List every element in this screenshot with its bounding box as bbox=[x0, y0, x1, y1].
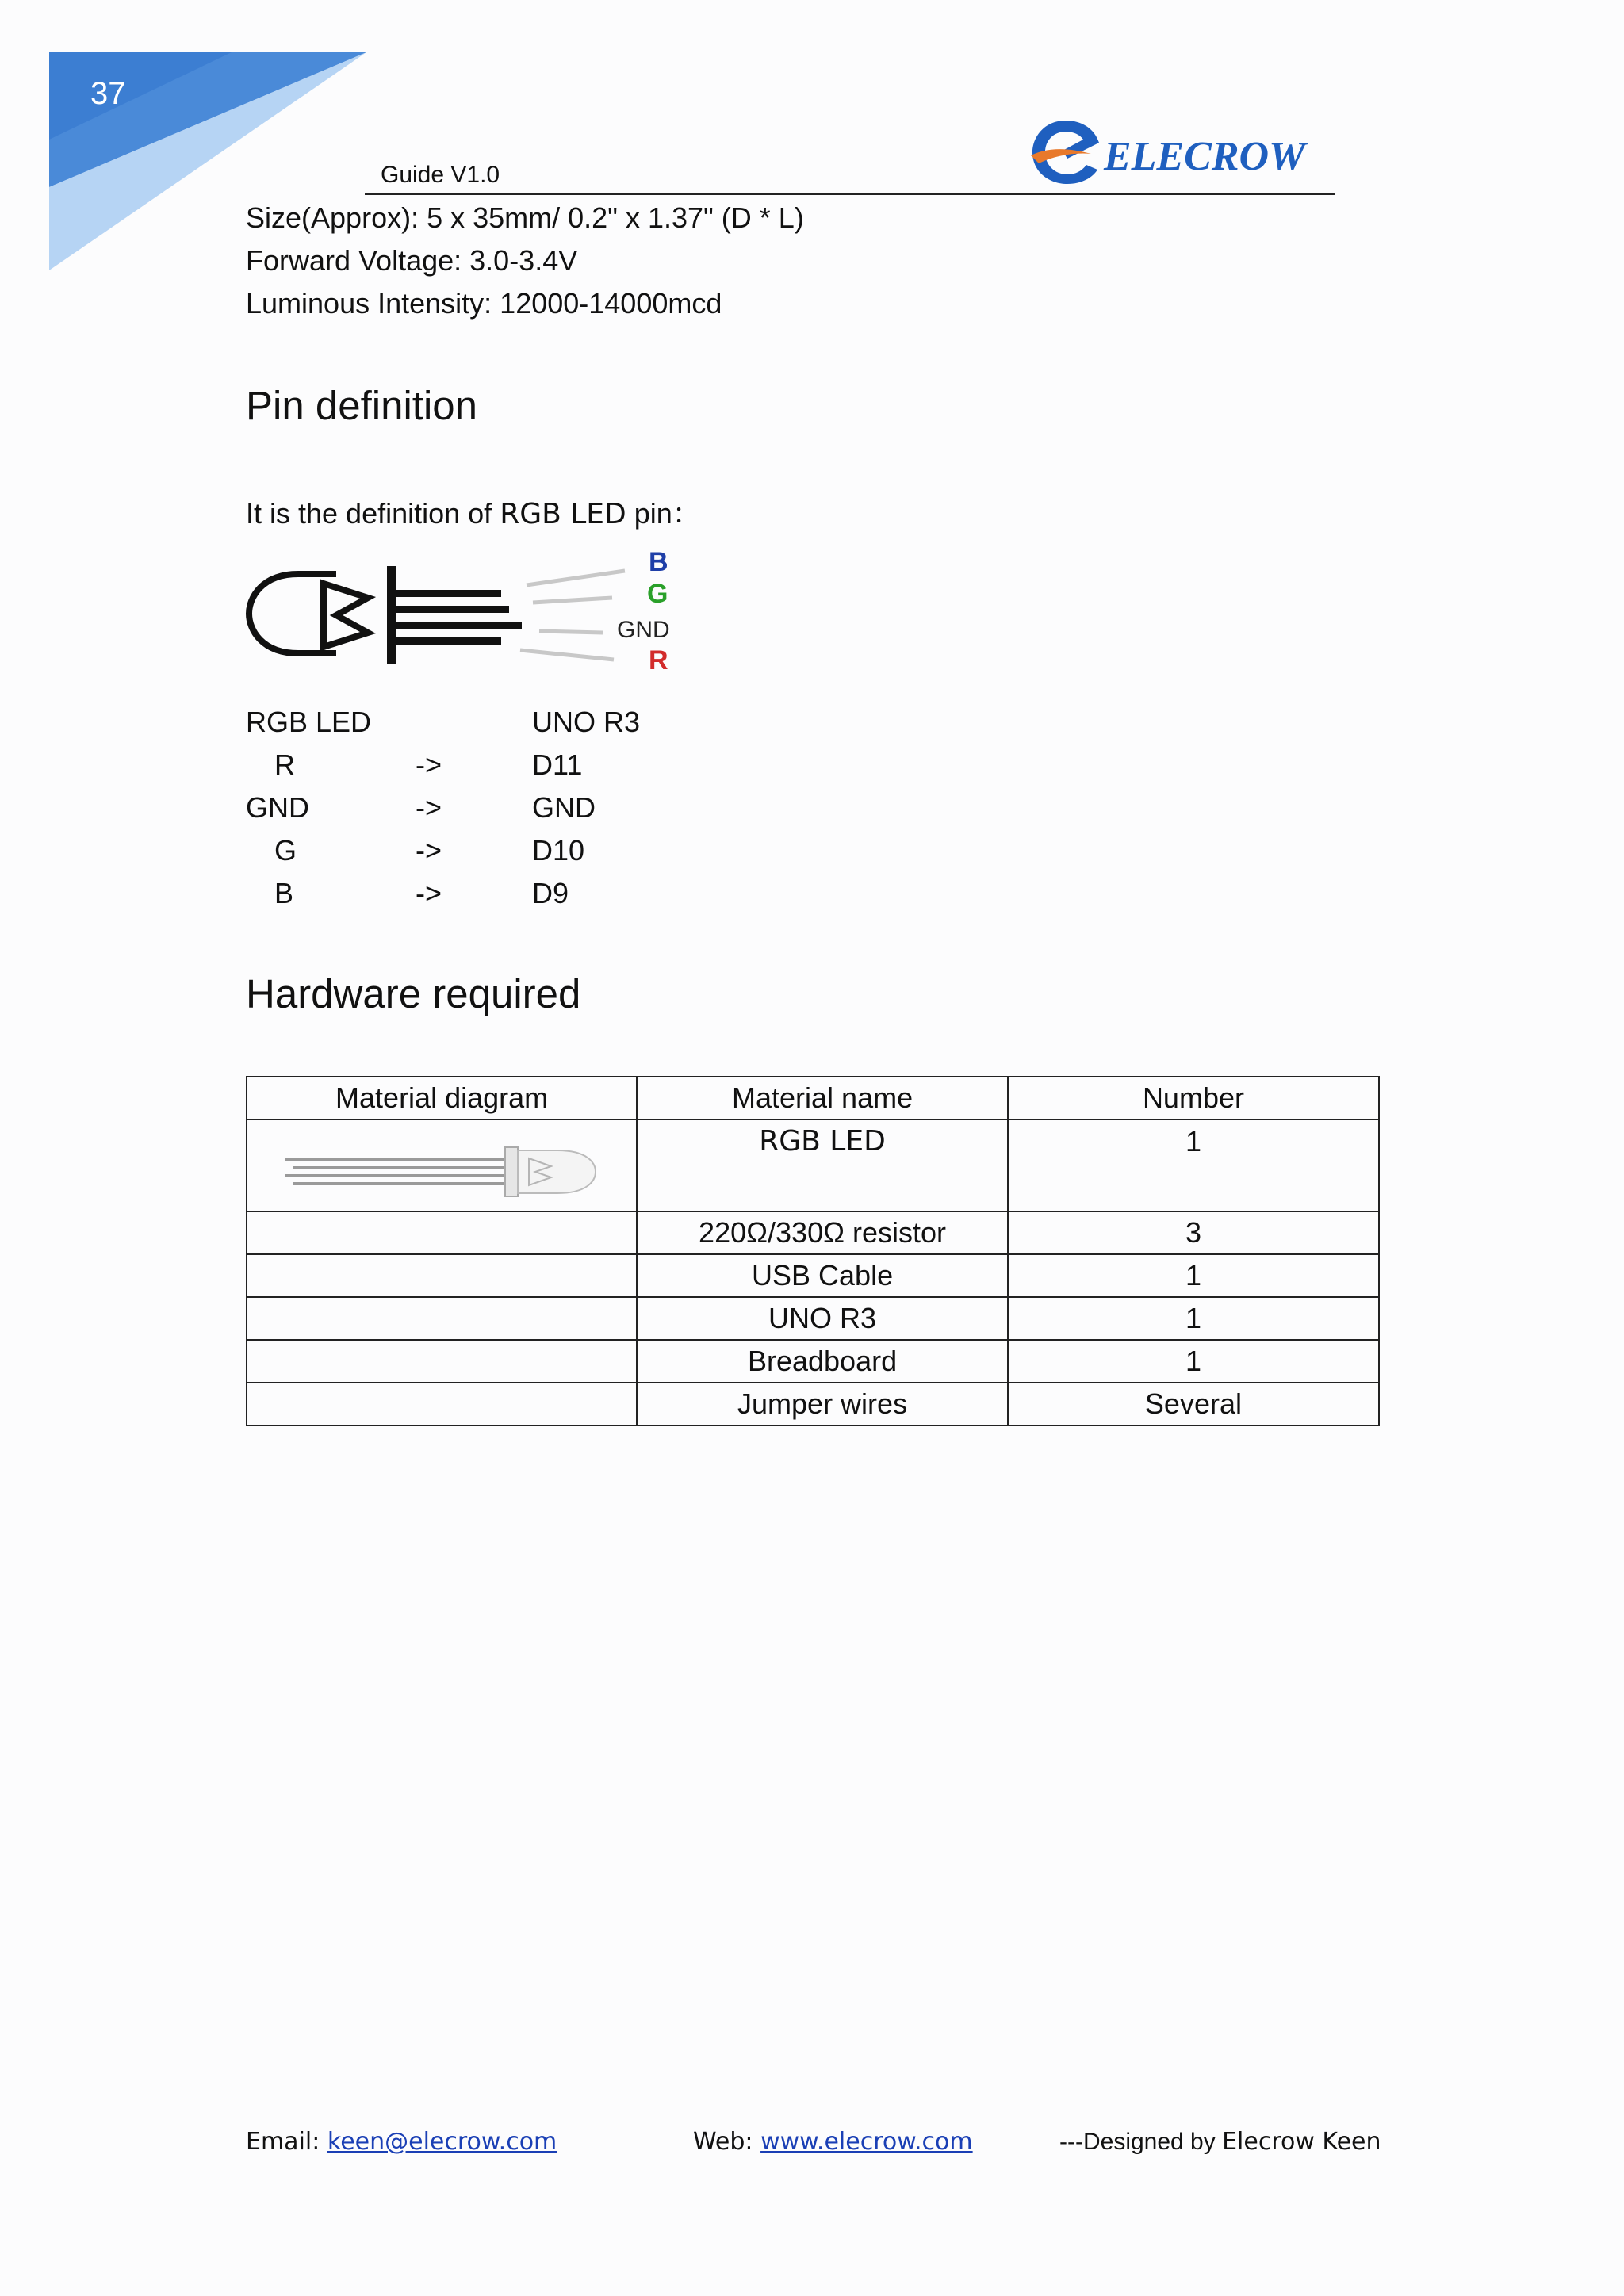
table-row bbox=[247, 1340, 1379, 1383]
number-cell: 1 bbox=[1008, 1340, 1379, 1383]
mapping-arrow: -> bbox=[416, 877, 442, 909]
elecrow-logo bbox=[1028, 111, 1329, 190]
spec-luminous-intensity: Luminous Intensity: 12000-14000mcd bbox=[246, 287, 722, 320]
guide-version-label: Guide V1.0 bbox=[381, 162, 500, 188]
svg-text:ELECROW: ELECROW bbox=[1104, 134, 1306, 179]
number-cell: 3 bbox=[1008, 1211, 1379, 1254]
table-row bbox=[247, 1119, 1379, 1211]
column-header: Number bbox=[1008, 1077, 1379, 1119]
material-name-cell: USB Cable bbox=[637, 1254, 1008, 1297]
number-cell: Several bbox=[1008, 1383, 1379, 1425]
rgb-led-image bbox=[275, 1130, 608, 1201]
footer-designed-by: ---Designed by Elecrow Keen bbox=[1059, 2128, 1381, 2156]
spec-forward-voltage: Forward Voltage: 3.0-3.4V bbox=[246, 244, 578, 277]
mapping-from: GND bbox=[246, 791, 309, 824]
number-cell: 1 bbox=[1008, 1297, 1379, 1340]
mapping-arrow: -> bbox=[416, 748, 442, 781]
footer-web: Web: www.elecrow.com bbox=[693, 2128, 973, 2156]
pin-definition-intro: It is the definition of RGB LED pin： bbox=[246, 497, 701, 530]
led-internal bbox=[324, 584, 368, 647]
material-name-cell: Jumper wires bbox=[637, 1383, 1008, 1425]
column-header: Material name bbox=[637, 1077, 1008, 1119]
column-header: Material diagram bbox=[247, 1077, 637, 1119]
led-flange bbox=[387, 566, 396, 664]
mapping-from: R bbox=[274, 748, 295, 781]
mapping-to: D10 bbox=[532, 834, 585, 867]
elecrow-logo-icon bbox=[1031, 121, 1099, 184]
material-diagram-cell bbox=[247, 1383, 637, 1425]
hardware-required-heading: Hardware required bbox=[246, 971, 581, 1016]
table-row bbox=[247, 1383, 1379, 1425]
table-row bbox=[247, 1254, 1379, 1297]
pin-label-b: B bbox=[649, 547, 668, 577]
material-diagram-cell bbox=[247, 1340, 637, 1383]
material-diagram-cell bbox=[247, 1297, 637, 1340]
mapping-arrow: -> bbox=[416, 791, 442, 824]
footer-email: Email: keen@elecrow.com bbox=[246, 2128, 557, 2156]
mapping-to: D11 bbox=[532, 748, 583, 781]
material-name-cell: 220Ω/330Ω resistor bbox=[637, 1211, 1008, 1254]
pin-label-r: R bbox=[649, 645, 668, 675]
mapping-from: B bbox=[274, 877, 294, 909]
table-row bbox=[247, 1297, 1379, 1340]
pin-label-gnd: GND bbox=[617, 617, 670, 643]
material-diagram-cell bbox=[247, 1254, 637, 1297]
email-link[interactable]: keen@elecrow.com bbox=[327, 2128, 557, 2156]
spec-size: Size(Approx): 5 x 35mm/ 0.2" x 1.37" (D * L) bbox=[246, 201, 804, 234]
material-name-cell: Breadboard bbox=[637, 1340, 1008, 1383]
table-header-row bbox=[247, 1077, 1379, 1119]
material-name-cell: UNO R3 bbox=[637, 1297, 1008, 1340]
number-cell: 1 bbox=[1008, 1254, 1379, 1297]
material-name-cell: RGB LED bbox=[637, 1119, 1008, 1211]
header-divider bbox=[365, 193, 1335, 195]
rgb-led-pin-diagram bbox=[241, 539, 685, 683]
mapping-to: GND bbox=[532, 791, 596, 824]
mapping-from: G bbox=[274, 834, 297, 867]
page-number: 37 bbox=[90, 76, 126, 111]
material-diagram-cell bbox=[247, 1119, 637, 1211]
web-link[interactable]: www.elecrow.com bbox=[760, 2128, 973, 2156]
mapping-arrow: -> bbox=[416, 834, 442, 867]
material-diagram-cell bbox=[247, 1211, 637, 1254]
mapping-header-right: UNO R3 bbox=[532, 706, 641, 738]
table-row bbox=[247, 1211, 1379, 1254]
pin-label-g: G bbox=[647, 579, 668, 609]
hardware-table bbox=[246, 1076, 1380, 1426]
mapping-header-left: RGB LED bbox=[246, 706, 372, 738]
mapping-to: D9 bbox=[532, 877, 569, 909]
pin-definition-heading: Pin definition bbox=[246, 383, 478, 428]
number-cell: 1 bbox=[1008, 1119, 1379, 1211]
